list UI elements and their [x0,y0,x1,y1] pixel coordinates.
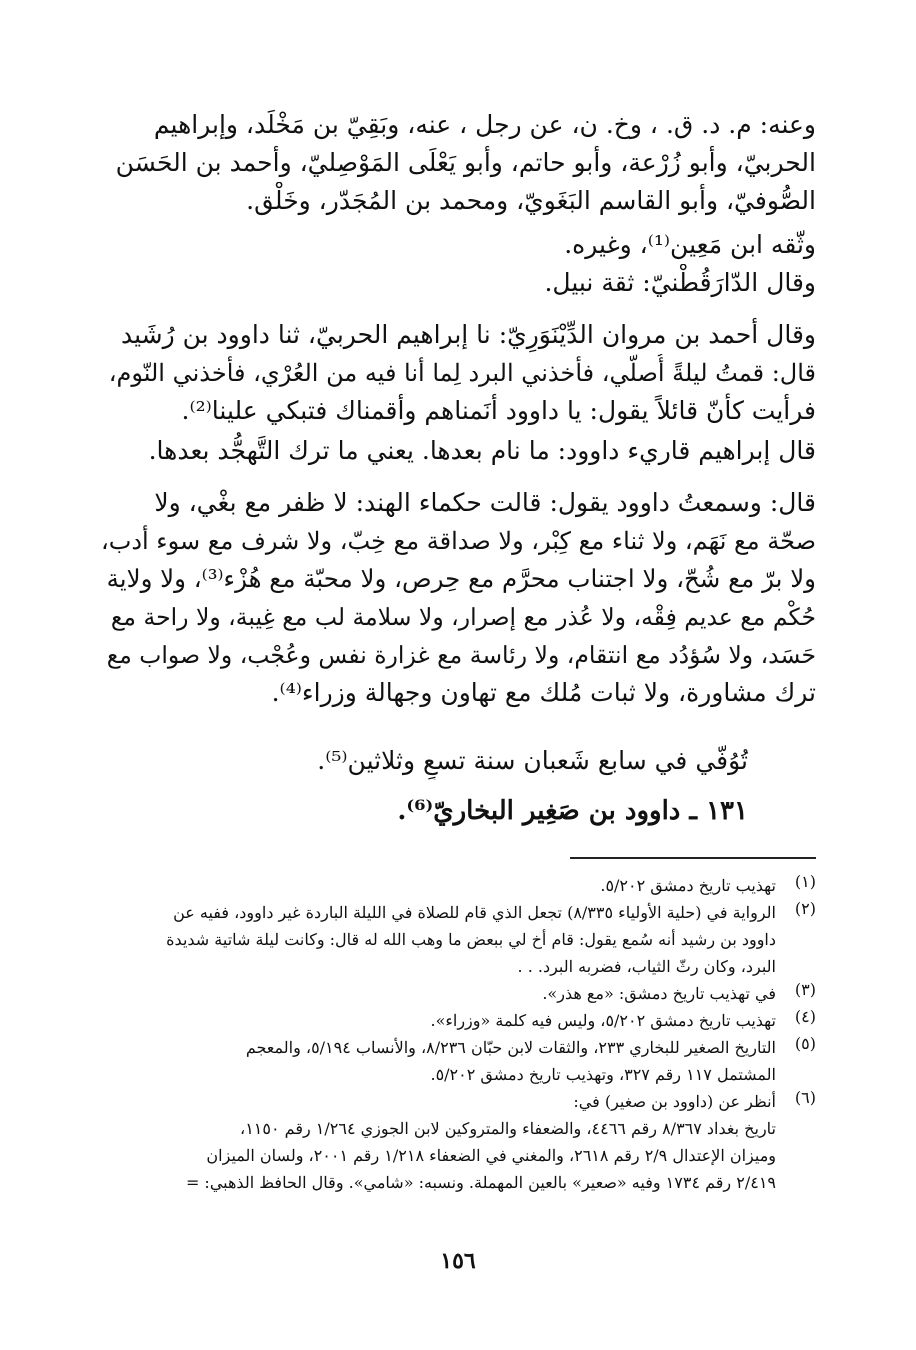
footnote-line: في تهذيب تاريخ دمشق: «مع هذر». [542,984,776,1003]
paragraph-reliability [100,226,816,302]
text-line: الصُّوفيّ، وأبو القاسم البَغَويّ، ومحمد بن المُجَدّر، وخَلْق. [246,186,816,215]
text-line: تُوُفّي في سابع شَعبان سنة تسعٍ وثلاثين⁽⁵⁾. [317,746,748,775]
footnote-line: داوود بن رشيد أنه سُمع يقول: قام أخ لي ببعض ما وهب الله له قال: وكانت ليلة شاتية شديدة [166,930,776,949]
footnote-line: تاريخ بغداد ٨/٣٦٧ رقم ٤٤٦٦، والضعفاء والمتروكين لابن الجوزي ١/٢٦٤ رقم ١١٥٠، [240,1119,776,1138]
footnote-line: المشتمل ١١٧ رقم ٣٢٧، وتهذيب تاريخ دمشق ٥/٢٠٢. [430,1065,776,1084]
text-line: قال إبراهيم قاريء داوود: ما نام بعدها. يعني ما ترك التَّهجُّد بعدها. [148,436,816,465]
footnote-item [100,980,816,1007]
text-line: قال: قمتُ ليلةً أُصلّي، فأخذني البرد لِما أنا فيه من العُرْي، فأخذني النّوم، [108,359,816,387]
footnote-number: (٢) [794,899,816,918]
footnote-item [100,1007,816,1034]
entry-heading: ١٣١ ـ داوود بن صَغِير البخاريّ⁽⁶⁾. [397,796,748,826]
footnote-line: البرد، وكان رثّ الثياب، فضربه البرد. . . [517,957,776,976]
page-number: ١٥٦ [440,1248,476,1274]
text-line: وثّقه ابن مَعِين⁽¹⁾، وغيره. [564,230,816,259]
footnote-item [100,899,816,980]
paragraph-narrators [100,106,816,220]
text-line: فرأيت كأنّ قائلاً يقول: يا داوود أنَمناهم وأقمناك فتبكي علينا⁽²⁾. [181,396,816,425]
footnote-separator [570,857,816,859]
paragraph-dinawari-report [100,316,816,430]
footnote-line: تهذيب تاريخ دمشق ٥/٢٠٢، وليس فيه كلمة «وزراء». [430,1011,776,1030]
text-line: ولا برّ مع شُحّ، ولا اجتناب محرَّم مع حِرص، ولا محبّة مع هُزْء⁽³⁾، ولا ولاية [106,564,816,593]
footnote-line: وميزان الإعتدال ٢/٩ رقم ٢٦١٨، والمغني في الضعفاء ١/٢١٨ رقم ٢٠٠١، ولسان الميزان [206,1146,776,1165]
text-line: حَسَد، ولا سُؤدُد مع انتقام، ولا رئاسة مع غزارة نفس وعُجْب، ولا صواب مع [106,641,816,669]
text-line: وقال الدّارَقُطْنيّ: ثقة نبيل. [544,268,816,297]
text-line: حُكْم مع عديم فِقْه، ولا عُذر مع إصرار، ولا سلامة لب مع غِيبة، ولا راحة مع [110,603,816,631]
text-line: صحّة مع نَهَم، ولا ثناء مع كِبْر، ولا صداقة مع خِبّ، ولا شرف مع سوء أدب، [100,527,816,555]
footnote-line: ٢/٤١٩ رقم ١٧٣٤ وفيه «صعير» بالعين المهملة. ونسبه: «شامي». وقال الحافظ الذهبي: = [185,1173,776,1192]
footnote-number: (٦) [794,1088,816,1107]
footnote-number: (٣) [794,980,816,999]
paragraph-ibrahim [100,432,816,470]
footnote-item [100,872,816,899]
text-line: قال: وسمعتُ داوود يقول: قالت حكماء الهند: لا ظفر مع بغْي، ولا [154,488,816,517]
footnote-item [100,1034,816,1088]
footnotes [100,872,816,1196]
paragraph-hind-sages [100,484,816,712]
text-line: الحربيّ، وأبو زُرْعة، وأبو حاتم، وأبو يَعْلَى المَوْصِليّ، وأحمد بن الحَسَن [115,148,816,177]
footnote-item [100,1088,816,1196]
paragraph-death-date [100,742,816,780]
footnote-line: التاريخ الصغير للبخاري ٢٣٣، والثقات لابن حبّان ٨/٢٣٦، والأنساب ٥/١٩٤، والمعجم [245,1038,776,1057]
footnote-number: (٤) [794,1007,816,1026]
text-line: وقال أحمد بن مروان الدِّيْنَوَرِيّ: نا إبراهيم الحربيّ، ثنا داوود بن رُشَيد [120,320,816,349]
text-line: وعنه: م. د. ق. ، وخ. ن، عن رجل ، عنه، وبَقِيّ بن مَخْلَد، وإبراهيم [153,110,816,139]
footnote-number: (٥) [794,1034,816,1053]
footnote-line: الرواية في (حلية الأولياء ٨/٣٣٥) تجعل الذي قام للصلاة في الليلة الباردة غير داوود، ففيه عن [173,903,776,922]
footnote-number: (١) [794,872,816,891]
footnote-line: تهذيب تاريخ دمشق ٥/٢٠٢. [600,876,776,895]
text-line: ترك مشاورة، ولا ثبات مُلك مع تهاون وجهالة وزراء⁽⁴⁾. [271,678,816,707]
footnote-line: أنظر عن (داوود بن صغير) في: [573,1092,776,1111]
